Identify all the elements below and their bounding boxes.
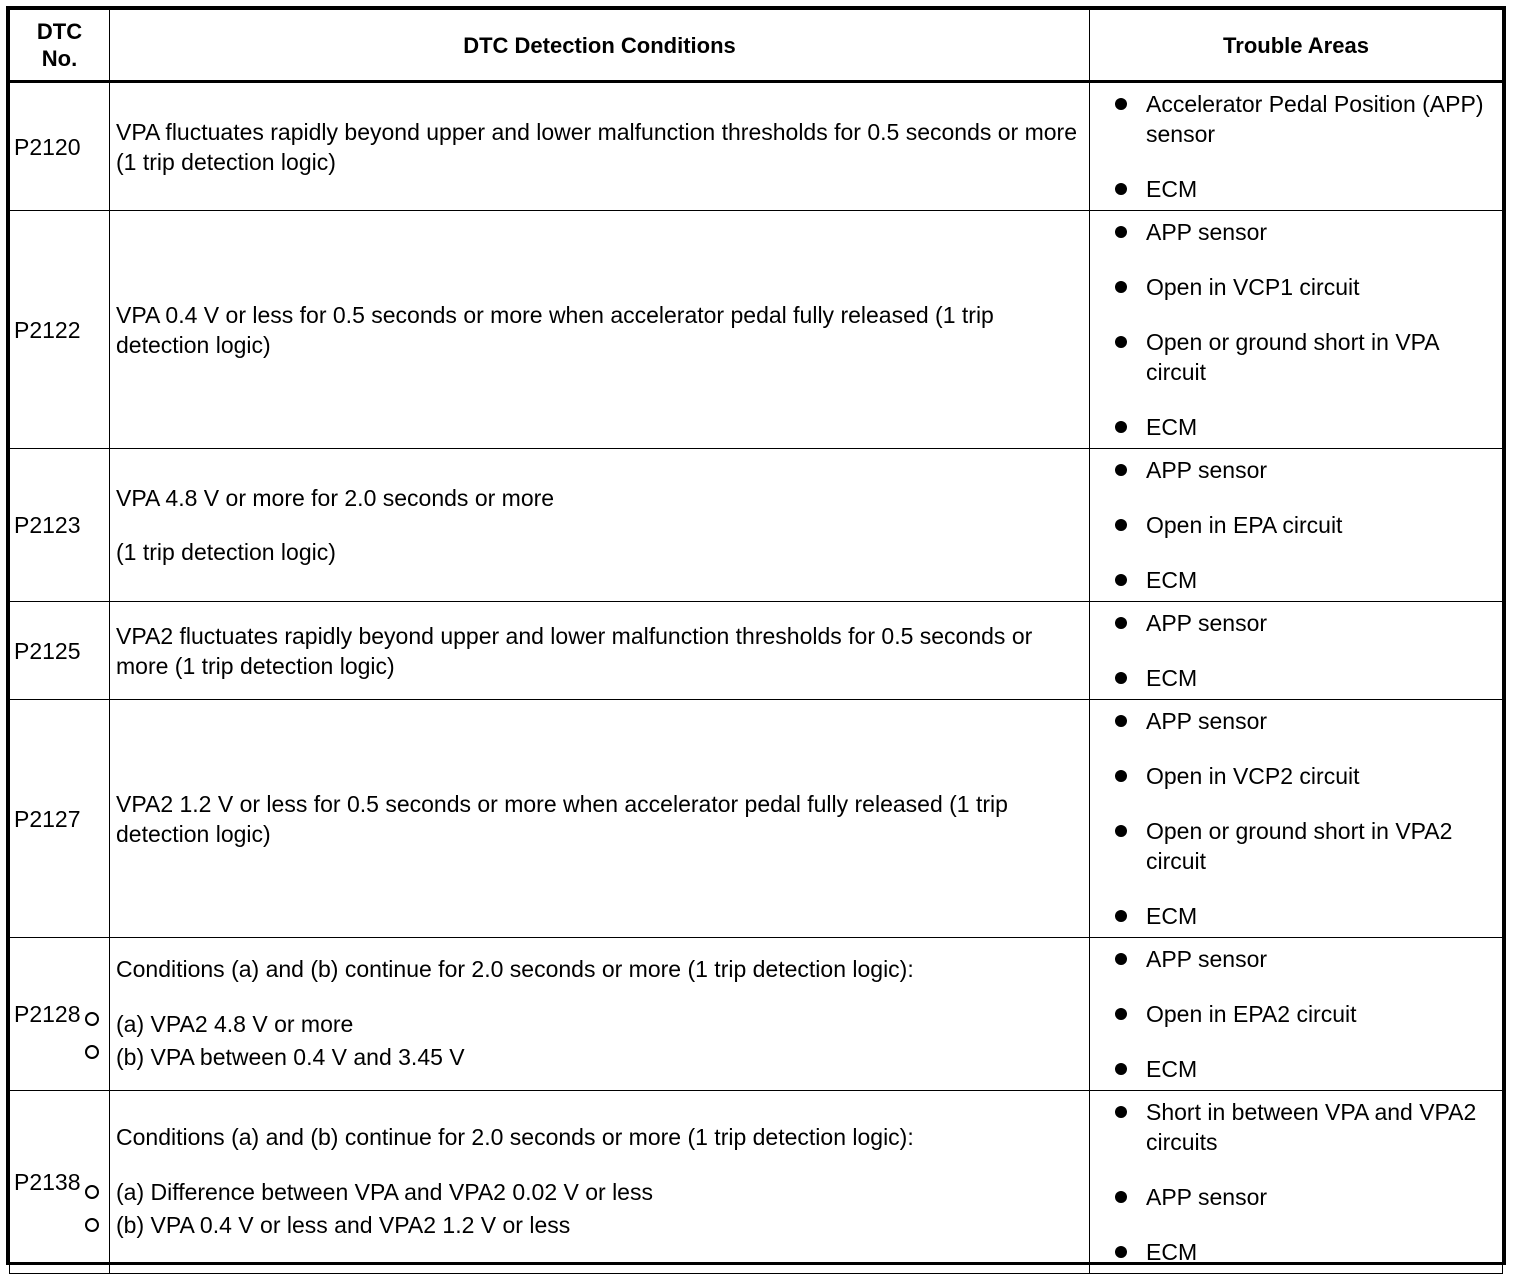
bullet-icon	[1115, 910, 1127, 922]
trouble-area-item	[1112, 174, 1492, 204]
bullet-icon	[1115, 336, 1127, 348]
bullet-icon	[1115, 421, 1127, 433]
trouble-area-item	[1112, 706, 1492, 736]
sub-conditions	[116, 1008, 1081, 1074]
table-row	[10, 602, 1503, 700]
trouble-area-label: ECM	[1146, 1056, 1198, 1082]
bullet-icon	[1115, 226, 1127, 238]
table-row	[10, 211, 1503, 449]
bullet-icon	[1115, 1246, 1127, 1258]
detection-conditions-cell	[110, 1091, 1090, 1274]
bullet-icon	[1115, 953, 1127, 965]
trouble-area-label: Open in VCP1 circuit	[1146, 274, 1360, 300]
dtc-code-cell	[10, 1091, 110, 1274]
dtc-code: P2120	[14, 133, 81, 160]
condition-marker-icon	[85, 1218, 99, 1232]
bullet-icon	[1115, 1063, 1127, 1075]
detection-conditions-cell	[110, 602, 1090, 700]
trouble-areas-cell	[1090, 211, 1503, 449]
sub-condition-text: (b) VPA 0.4 V or less and VPA2 1.2 V or less	[116, 1212, 571, 1238]
trouble-area-label: ECM	[1146, 414, 1198, 440]
trouble-area-item	[1112, 901, 1492, 931]
sub-condition-text: (b) VPA between 0.4 V and 3.45 V	[116, 1044, 465, 1070]
trouble-area-item	[1112, 565, 1492, 595]
trouble-area-item	[1112, 761, 1492, 791]
trouble-areas-list	[1112, 608, 1492, 693]
header-detection-conditions-label: DTC Detection Conditions	[463, 32, 736, 58]
dtc-code: P2123	[14, 512, 81, 538]
bullet-icon	[1115, 770, 1127, 782]
trouble-area-label: Open or ground short in VPA2 circuit	[1146, 818, 1453, 874]
trouble-area-item	[1112, 1054, 1492, 1084]
bullet-icon	[1115, 1106, 1127, 1118]
bullet-icon	[1115, 574, 1127, 586]
dtc-code-cell	[10, 82, 110, 211]
trouble-area-label: APP sensor	[1146, 457, 1268, 483]
dtc-code-cell	[10, 211, 110, 449]
trouble-area-item	[1112, 327, 1492, 387]
trouble-area-item	[1112, 412, 1492, 442]
trouble-area-label: Short in between VPA and VPA2 circuits	[1146, 1099, 1477, 1155]
trouble-area-label: APP sensor	[1146, 219, 1268, 245]
trouble-areas-cell	[1090, 938, 1503, 1091]
trouble-areas-cell	[1090, 1091, 1503, 1274]
condition-text: VPA2 fluctuates rapidly beyond upper and lower malfunction thresholds for 0.5 seconds or more (1 trip detection logic)	[116, 622, 1033, 679]
bullet-icon	[1115, 98, 1127, 110]
dtc-code-cell	[10, 449, 110, 602]
dtc-code: P2128	[14, 1001, 81, 1027]
trouble-areas-list	[1112, 217, 1492, 442]
trouble-area-label: Accelerator Pedal Position (APP) sensor	[1146, 91, 1484, 147]
table-row	[10, 938, 1503, 1091]
trouble-area-item	[1112, 272, 1492, 302]
trouble-area-label: Open in EPA circuit	[1146, 512, 1343, 538]
table-row	[10, 449, 1503, 602]
trouble-areas-cell	[1090, 449, 1503, 602]
condition-text: (1 trip detection logic)	[116, 539, 336, 565]
condition-text: VPA 4.8 V or more for 2.0 seconds or more	[116, 485, 555, 511]
condition-marker-icon	[85, 1045, 99, 1059]
trouble-area-label: APP sensor	[1146, 1184, 1268, 1210]
header-dtc-no	[10, 10, 110, 82]
detection-conditions-cell	[110, 449, 1090, 602]
bullet-icon	[1115, 281, 1127, 293]
trouble-area-label: ECM	[1146, 1239, 1198, 1265]
trouble-area-label: Open in VCP2 circuit	[1146, 763, 1360, 789]
bullet-icon	[1115, 464, 1127, 476]
header-dtc-no-label: DTC No.	[36, 19, 83, 71]
bullet-icon	[1115, 1008, 1127, 1020]
trouble-area-item	[1112, 999, 1492, 1029]
bullet-icon	[1115, 1191, 1127, 1203]
bullet-icon	[1115, 825, 1127, 837]
condition-text: VPA 0.4 V or less for 0.5 seconds or more when accelerator pedal fully released (1 trip detection logic)	[116, 301, 994, 358]
trouble-areas-cell	[1090, 82, 1503, 211]
trouble-area-item	[1112, 1097, 1492, 1157]
trouble-areas-list	[1112, 706, 1492, 931]
trouble-area-item	[1112, 510, 1492, 540]
header-trouble-areas	[1090, 10, 1503, 82]
bullet-icon	[1115, 617, 1127, 629]
detection-conditions-cell	[110, 82, 1090, 211]
trouble-area-label: APP sensor	[1146, 610, 1268, 636]
dtc-code: P2127	[14, 805, 81, 832]
bullet-icon	[1115, 183, 1127, 195]
trouble-areas-list	[1112, 89, 1492, 204]
sub-conditions	[116, 1176, 1081, 1242]
dtc-code-cell	[10, 700, 110, 938]
condition-text: VPA fluctuates rapidly beyond upper and lower malfunction thresholds for 0.5 seconds or more (1 trip detection logic)	[116, 118, 1078, 175]
trouble-area-label: ECM	[1146, 176, 1198, 202]
trouble-area-label: APP sensor	[1146, 946, 1268, 972]
condition-marker-icon	[85, 1185, 99, 1199]
trouble-area-item	[1112, 455, 1492, 485]
bullet-icon	[1115, 715, 1127, 727]
condition-marker-icon	[85, 1012, 99, 1026]
trouble-area-item	[1112, 89, 1492, 149]
sub-condition-text: (a) VPA2 4.8 V or more	[116, 1011, 354, 1037]
trouble-area-item	[1112, 663, 1492, 693]
trouble-area-item	[1112, 217, 1492, 247]
trouble-area-item	[1112, 1182, 1492, 1212]
trouble-area-label: Open or ground short in VPA circuit	[1146, 329, 1439, 385]
dtc-code: P2125	[14, 637, 81, 664]
condition-text: Conditions (a) and (b) continue for 2.0 seconds or more (1 trip detection logic):	[116, 956, 914, 982]
header-detection-conditions	[110, 10, 1090, 82]
table-header-row	[10, 10, 1503, 82]
table-row	[10, 700, 1503, 938]
trouble-area-item	[1112, 816, 1492, 876]
bullet-icon	[1115, 519, 1127, 531]
trouble-area-item	[1112, 944, 1492, 974]
bullet-icon	[1115, 672, 1127, 684]
condition-text: Conditions (a) and (b) continue for 2.0 seconds or more (1 trip detection logic):	[116, 1124, 914, 1150]
dtc-code-cell	[10, 602, 110, 700]
trouble-areas-list	[1112, 455, 1492, 595]
trouble-areas-list	[1112, 944, 1492, 1084]
trouble-area-label: ECM	[1146, 903, 1198, 929]
sub-condition-text: (a) Difference between VPA and VPA2 0.02 V or less	[116, 1179, 653, 1205]
trouble-areas-list	[1112, 1097, 1492, 1267]
detection-conditions-cell	[110, 938, 1090, 1091]
table-row	[10, 1091, 1503, 1274]
header-trouble-areas-label: Trouble Areas	[1223, 32, 1369, 58]
trouble-area-label: ECM	[1146, 567, 1198, 593]
detection-conditions-cell	[110, 211, 1090, 449]
detection-conditions-cell	[110, 700, 1090, 938]
trouble-area-label: Open in EPA2 circuit	[1146, 1001, 1357, 1027]
trouble-areas-cell	[1090, 602, 1503, 700]
trouble-areas-cell	[1090, 700, 1503, 938]
trouble-area-label: APP sensor	[1146, 708, 1268, 734]
trouble-area-label: ECM	[1146, 665, 1198, 691]
dtc-table	[9, 9, 1503, 1274]
dtc-code: P2122	[14, 316, 81, 343]
dtc-code: P2138	[14, 1169, 81, 1195]
condition-text: VPA2 1.2 V or less for 0.5 seconds or more when accelerator pedal fully released (1 trip detection logic)	[116, 790, 1008, 847]
trouble-area-item	[1112, 1237, 1492, 1267]
trouble-area-item	[1112, 608, 1492, 638]
dtc-table-frame	[6, 6, 1506, 1265]
dtc-code-cell	[10, 938, 110, 1091]
table-row	[10, 82, 1503, 211]
